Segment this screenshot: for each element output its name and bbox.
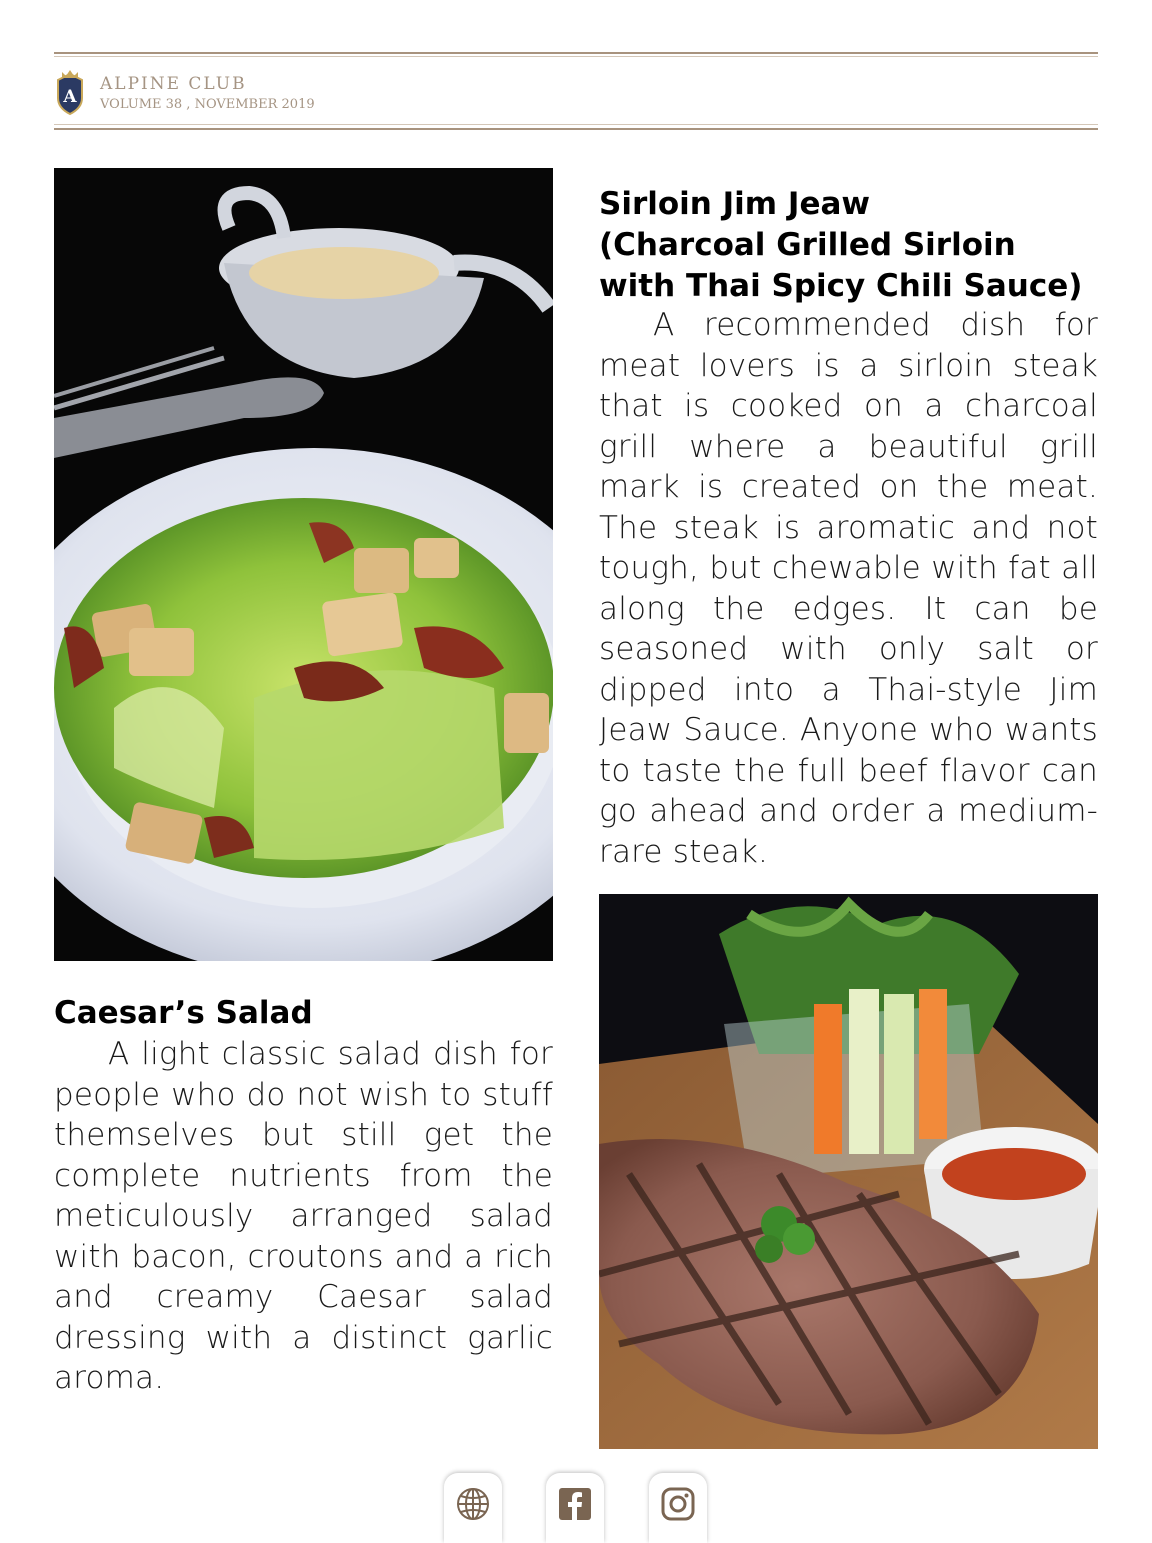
header-rule-bottom-thin — [54, 124, 1098, 125]
sirloin-title-line: Sirloin Jim Jeaw — [599, 186, 871, 222]
caesar-description — [54, 1034, 553, 1399]
sirloin-title-line: with Thai Spicy Chili Sauce) — [599, 268, 1083, 304]
globe-icon — [456, 1487, 490, 1521]
instagram-icon — [661, 1487, 695, 1521]
sirloin-steak-photo — [599, 894, 1098, 1449]
alpine-club-crest-icon — [54, 68, 86, 116]
volume-info: VOLUME 38 , NOVEMBER 2019 — [100, 97, 315, 112]
sirloin-description-text: A recommended dish for meat lovers is a sirloin steak that is cooked on a charcoal grill where a beautiful grill mark is created on the meat. The steak is aromatic and not tough, but chewable with fat all along the edges. It can be seasoned with only salt or dipped into a Thai-style Jim Jeaw Sauce. Anyone who wants to taste the full beef flavor can go ahead and order a medium-rare steak. — [599, 307, 1098, 870]
header-rule-top-thin — [54, 56, 1098, 57]
facebook-icon — [558, 1487, 592, 1521]
caesar-salad-photo — [54, 168, 553, 961]
header-rule-top — [54, 52, 1098, 54]
sirloin-title-line: (Charcoal Grilled Sirloin — [599, 227, 1016, 263]
club-name: ALPINE CLUB — [100, 74, 247, 94]
sirloin-title — [599, 184, 1119, 307]
caesar-title: Caesar’s Salad — [54, 995, 313, 1031]
header-rule-bottom — [54, 128, 1098, 130]
instagram-link[interactable] — [649, 1473, 707, 1543]
crest-letter: A — [63, 87, 77, 107]
facebook-link[interactable] — [546, 1473, 604, 1543]
caesar-description-text: A light classic salad dish for people who do not wish to stuff themselves but still get the complete nutrients from the meticulously arranged salad with bacon, croutons and a rich and creamy Caesar salad dressing with a distinct garlic aroma. — [54, 1036, 553, 1396]
website-link[interactable] — [444, 1473, 502, 1543]
sirloin-description — [599, 305, 1098, 872]
